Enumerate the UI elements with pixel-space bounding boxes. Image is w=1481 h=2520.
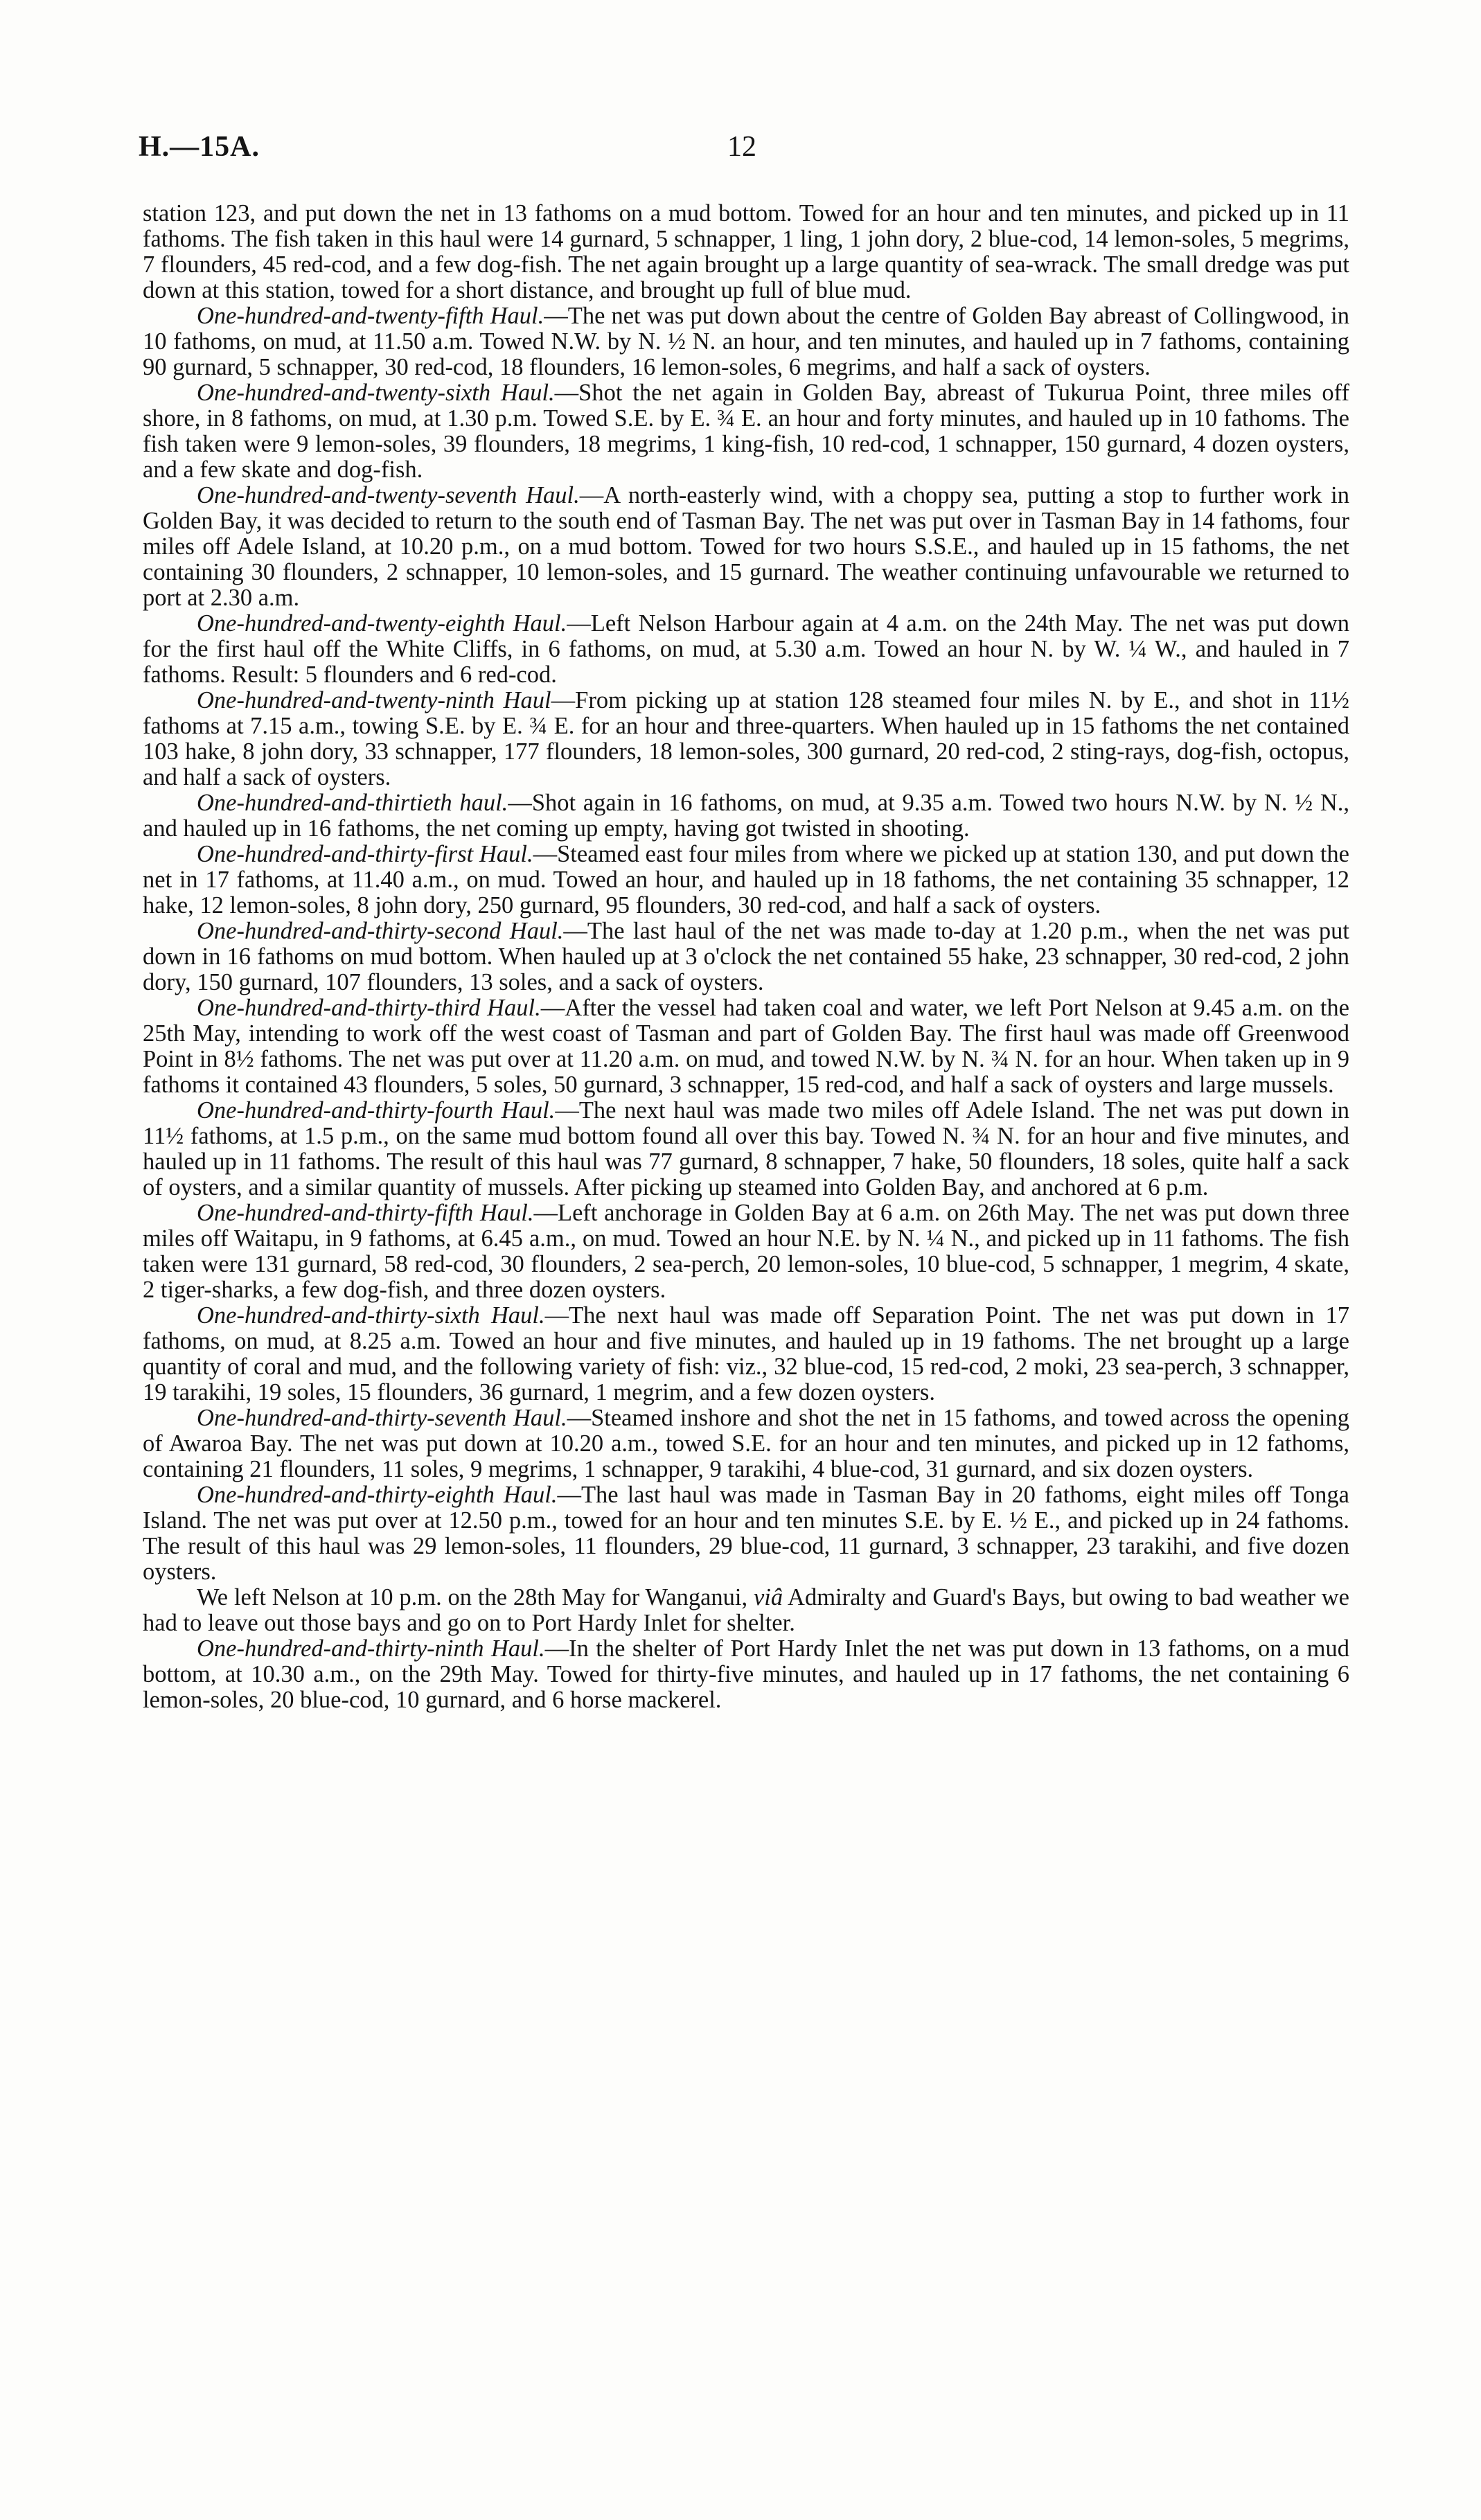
haul-text: —The next haul was made two miles off Adele Island. The net was put down in 11½ fathoms, at 1.5 p.m., on the same mud bottom found all over this bay. Towed N. ¾ N. for an hour and five minutes, and hauled up in 11 fathoms. The result of this haul was 77 gurnard, 8 schnapper, 7 hake, 50 flounders, 18 soles, quite half a sack of oysters, and a similar quantity of mussels. After picking up steamed into Golden Bay, and anchored at 6 p.m. [143,1097,1349,1200]
interlude-text-after: Admiralty and Guard's Bays, but owing to bad weather we had to leave out those bays and go on to Port Hardy Inlet for shelter. [143,1584,1349,1636]
haul-title: One-hundred-and-thirty-third Haul. [197,995,541,1021]
interlude-via: viâ [753,1584,783,1611]
interlude-text-before: We left Nelson at 10 p.m. on the 28th May for Wanganui, [197,1584,754,1611]
opening-paragraph: station 123, and put down the net in 13 fathoms on a mud bottom. Towed for an hour and ten minutes, and picked up in 11 fathoms. The fish taken in this haul were 14 gurnard, 5 schnapper, 1 ling, 1 john dory, 2 blue-cod, 14 lemon-soles, 5 megrims, 7 flounders, 45 red-cod, and a few dog-fish. The net again brought up a large quantity of sea-wrack. The small dredge was put down at this station, towed for a short distance, and brought up full of blue mud. [143,200,1349,303]
haul-title: One-hundred-and-thirty-ninth Haul. [197,1635,545,1662]
haul-title: One-hundred-and-twenty-sixth Haul. [197,380,555,406]
body-text [143,201,1349,1713]
haul-126-paragraph [143,380,1349,483]
haul-text: —Left anchorage in Golden Bay at 6 a.m. on 26th May. The net was put down three miles off Waitapu, in 9 fathoms, at 6.45 a.m., on mud. Towed an hour N.E. by N. ¼ N., and picked up in 11 fathoms. The fish taken were 131 gurnard, 58 red-cod, 30 flounders, 2 sea-perch, 20 lemon-soles, 10 blue-cod, 5 schnapper, 1 megrim, 4 skate, 2 tiger-sharks, a few dog-fish, and three dozen oysters. [143,1200,1349,1303]
haul-136-paragraph [143,1303,1349,1405]
haul-title: One-hundred-and-twenty-seventh Haul. [197,482,580,508]
haul-138-paragraph [143,1482,1349,1585]
haul-text: —The last haul of the net was made to-day at 1.20 p.m., when the net was put down in 16 fathoms on mud bottom. When hauled up at 3 o'clock the net contained 55 hake, 23 schnapper, 30 red-cod, 2 john dory, 150 gurnard, 107 flounders, 13 soles, and a sack of oysters. [143,918,1349,995]
haul-125-paragraph [143,303,1349,380]
haul-title: One-hundred-and-twenty-eighth Haul. [197,610,567,637]
haul-title: One-hundred-and-twenty-ninth Haul [197,687,551,713]
haul-130-paragraph [143,790,1349,842]
interlude-paragraph [143,1585,1349,1636]
haul-text: —The net was put down about the centre of Golden Bay abreast of Collingwood, in 10 fathoms, on mud, at 11.50 a.m. Towed N.W. by N. ½ N. an hour, and ten minutes, and hauled up in 7 fathoms, containing 90 gurnard, 5 schnapper, 30 red-cod, 18 flounders, 16 lemon-soles, 6 megrims, and half a sack of oysters. [143,303,1349,380]
haul-128-paragraph [143,611,1349,688]
haul-131-paragraph [143,842,1349,919]
haul-132-paragraph [143,919,1349,995]
haul-139-paragraph [143,1636,1349,1713]
haul-text: —Left Nelson Harbour again at 4 a.m. on the 24th May. The net was put down for the first haul off the White Cliffs, in 6 fathoms, on mud, at 5.30 a.m. Towed an hour N. by W. ¼ W., and hauled in 7 fathoms. Result: 5 flounders and 6 red-cod. [143,610,1349,688]
haul-title: One-hundred-and-twenty-fifth Haul. [197,303,544,329]
haul-title: One-hundred-and-thirty-second Haul. [197,918,564,944]
haul-127-paragraph [143,483,1349,611]
haul-133-paragraph [143,995,1349,1098]
haul-text: —Shot the net again in Golden Bay, abreast of Tukurua Point, three miles off shore, in 8 fathoms, on mud, at 1.30 p.m. Towed S.E. by E. ¾ E. an hour and forty minutes, and hauled up in 10 fathoms. The fish taken were 9 lemon-soles, 39 flounders, 18 megrims, 1 king-fish, 10 red-cod, 1 schnapper, 150 gurnard, 4 dozen oysters, and a few skate and dog-fish. [143,380,1349,483]
haul-title: One-hundred-and-thirty-sixth Haul. [197,1302,545,1329]
haul-137-paragraph [143,1405,1349,1482]
haul-129-paragraph [143,688,1349,790]
document-reference: H.—15A. [139,131,260,163]
page-number: 12 [727,131,756,163]
haul-title: One-hundred-and-thirty-eighth Haul. [197,1482,558,1508]
haul-title: One-hundred-and-thirty-fourth Haul. [197,1097,556,1124]
haul-text: —Shot again in 16 fathoms, on mud, at 9.35 a.m. Towed two hours N.W. by N. ½ N., and hauled up in 16 fathoms, the net coming up empty, having got twisted in shooting. [143,790,1350,842]
haul-text: —From picking up at station 128 steamed four miles N. by E., and shot in 11½ fathoms at 7.15 a.m., towing S.E. by E. ¾ E. for an hour and three-quarters. When hauled up in 15 fathoms the net contained 103 hake, 8 john dory, 33 schnapper, 177 flounders, 18 lemon-soles, 300 gurnard, 20 red-cod, 2 sting-rays, dog-fish, octopus, and half a sack of oysters. [143,687,1350,790]
haul-text: —Steamed east four miles from where we picked up at station 130, and put down the net in 17 fathoms, at 11.40 a.m., on mud. Towed an hour, and hauled up in 18 fathoms, the net containing 35 schnapper, 12 hake, 12 lemon-soles, 8 john dory, 250 gurnard, 95 flounders, 30 red-cod, and half a sack of oysters. [143,841,1349,919]
haul-title: One-hundred-and-thirty-seventh Haul. [197,1405,567,1431]
haul-text: —After the vessel had taken coal and water, we left Port Nelson at 9.45 a.m. on the 25th May, intending to work off the west coast of Tasman and part of Golden Bay. The first haul was made off Greenwood Point in 8½ fathoms. The net was put over at 11.20 a.m. on mud, and towed N.W. by N. ¾ N. for an hour. When taken up in 9 fathoms it contained 43 flounders, 5 soles, 50 gurnard, 3 schnapper, 15 red-cod, and half a sack of oysters and large mussels. [143,995,1349,1098]
haul-text: —A north-easterly wind, with a choppy sea, putting a stop to further work in Golden Bay, it was decided to return to the south end of Tasman Bay. The net was put over in Tasman Bay in 14 fathoms, four miles off Adele Island, at 10.20 p.m., on a mud bottom. Towed for two hours S.S.E., and hauled up in 15 fathoms, the net containing 30 flounders, 2 schnapper, 10 lemon-soles, and 15 gurnard. The weather continuing unfavourable we returned to port at 2.30 a.m. [143,482,1349,611]
haul-title: One-hundred-and-thirty-first Haul. [197,841,533,867]
haul-134-paragraph [143,1098,1349,1200]
page-header [139,130,1347,172]
haul-text: —Steamed inshore and shot the net in 15 fathoms, and towed across the opening of Awaroa Bay. The net was put down at 10.20 a.m., towed S.E. for an hour and ten minutes, and picked up in 12 fathoms, containing 21 flounders, 11 soles, 9 megrims, 1 schnapper, 9 tarakihi, 4 blue-cod, 31 gurnard, and six dozen oysters. [143,1405,1349,1482]
haul-text: —The last haul was made in Tasman Bay in 20 fathoms, eight miles off Tonga Island. The net was put over at 12.50 p.m., towed for an hour and ten minutes S.E. by E. ½ E., and picked up in 24 fathoms. The result of this haul was 29 lemon-soles, 11 flounders, 29 blue-cod, 11 gurnard, 3 schnapper, 23 tarakihi, and five dozen oysters. [143,1482,1349,1585]
haul-title: One-hundred-and-thirtieth haul. [197,790,508,816]
haul-text: —The next haul was made off Separation Point. The net was put down in 17 fathoms, on mud, at 8.25 a.m. Towed an hour and five minutes, and hauled up in 19 fathoms. The net brought up a large quantity of coral and mud, and the following variety of fish: viz., 32 blue-cod, 15 red-cod, 2 moki, 23 sea-perch, 3 schnapper, 19 tarakihi, 19 soles, 15 flounders, 36 gurnard, 1 megrim, and a few dozen oysters. [143,1302,1349,1405]
haul-title: One-hundred-and-thirty-fifth Haul. [197,1200,534,1226]
haul-text: —In the shelter of Port Hardy Inlet the net was put down in 13 fathoms, on a mud bottom, at 10.30 a.m., on the 29th May. Towed for thirty-five minutes, and hauled up in 17 fathoms, the net containing 6 lemon-soles, 20 blue-cod, 10 gurnard, and 6 horse mackerel. [143,1635,1349,1713]
haul-135-paragraph [143,1200,1349,1303]
